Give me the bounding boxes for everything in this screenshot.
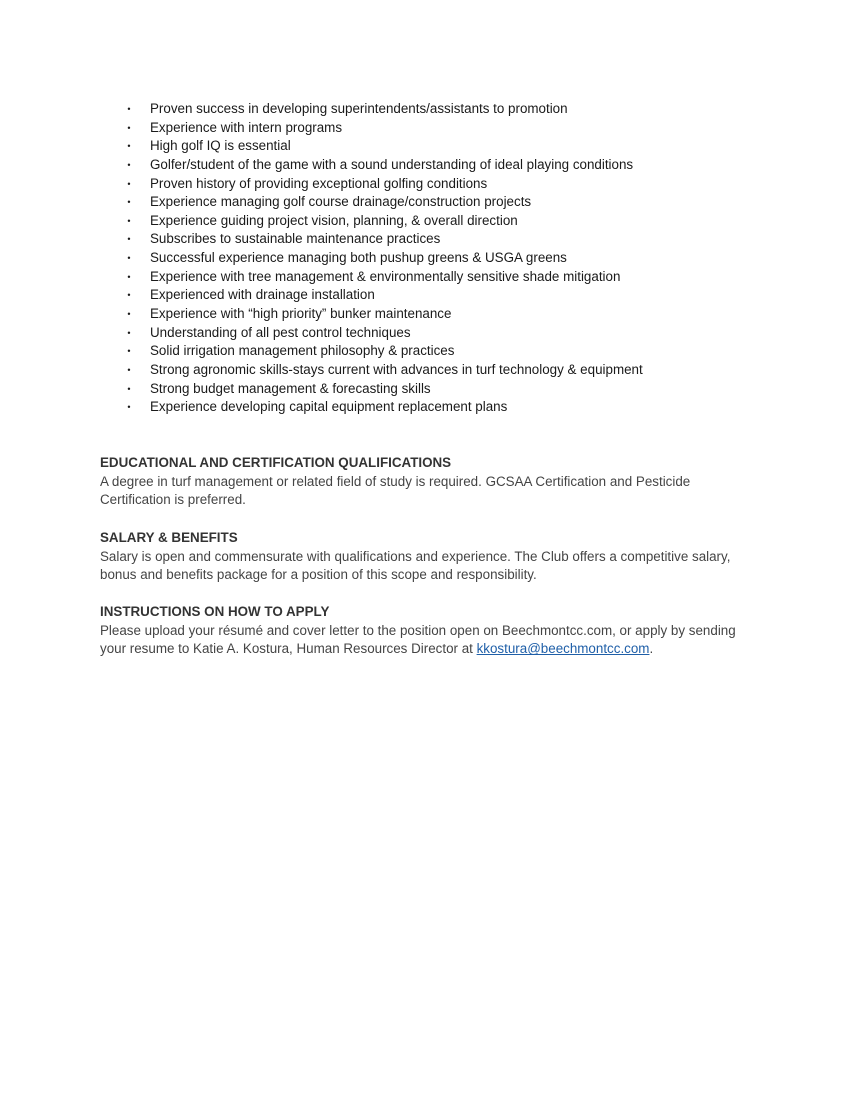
list-item-text: Understanding of all pest control techniques — [150, 324, 411, 340]
email-link[interactable]: kkostura@beechmontcc.com — [476, 641, 650, 657]
list-item-text: Proven success in developing superintendents/assistants to promotion — [150, 101, 568, 116]
list-item — [0, 398, 850, 417]
list-item — [0, 156, 850, 175]
bullet-icon: • — [127, 141, 131, 152]
education-section — [100, 454, 740, 510]
list-item — [0, 268, 850, 287]
list-item-text: Proven history of providing exceptional golfing conditions — [150, 175, 488, 191]
bullet-icon: • — [127, 327, 131, 338]
bullet-icon: • — [127, 234, 131, 245]
qualifications-list — [0, 100, 850, 417]
apply-body — [100, 622, 740, 659]
apply-body-end: . — [649, 641, 654, 657]
list-item-text: Strong agronomic skills-stays current with advances in turf technology & equipment — [150, 361, 643, 377]
list-item-text: Experience with intern programs — [150, 119, 343, 135]
list-item-text: Strong budget management & forecasting skills — [150, 380, 431, 396]
list-item-text: Experience guiding project vision, planning, & overall direction — [150, 212, 518, 228]
bullet-icon: • — [127, 309, 131, 320]
bullet-icon: • — [127, 215, 131, 226]
list-item — [0, 249, 850, 268]
bullet-icon: • — [127, 271, 131, 282]
list-item — [0, 193, 850, 212]
education-heading: EDUCATIONAL AND CERTIFICATION QUALIFICATIONS — [100, 455, 452, 470]
list-item — [0, 137, 850, 156]
list-item — [0, 100, 850, 119]
list-item-text: Subscribes to sustainable maintenance practices — [150, 231, 441, 247]
apply-body-text: Please upload your résumé and cover letter to the position open on Beechmontcc.com, or apply by sending your resume to Katie A. Kostura, Human Resources Director at — [100, 622, 736, 657]
list-item-text: Experience managing golf course drainage/construction projects — [150, 194, 532, 210]
list-item-text: Experienced with drainage installation — [150, 287, 375, 303]
salary-body: Salary is open and commensurate with qualifications and experience. The Club offers a competitive salary, bonus and benefits package for a position of this scope and responsibility. — [100, 548, 731, 583]
bullet-icon: • — [127, 290, 131, 301]
apply-heading: INSTRUCTIONS ON HOW TO APPLY — [100, 604, 330, 619]
list-item — [0, 361, 850, 380]
salary-heading: SALARY & BENEFITS — [100, 530, 238, 545]
list-item — [0, 286, 850, 305]
bullet-icon: • — [127, 197, 131, 208]
bullet-icon: • — [127, 122, 131, 133]
list-item — [0, 119, 850, 138]
list-item — [0, 342, 850, 361]
bullet-icon: • — [127, 402, 131, 413]
list-item — [0, 305, 850, 324]
bullet-icon: • — [127, 383, 131, 394]
list-item-text: Experience with tree management & environmentally sensitive shade mitigation — [150, 268, 621, 284]
list-item — [0, 212, 850, 231]
list-item — [0, 324, 850, 343]
list-item-text: Experience developing capital equipment replacement plans — [150, 399, 508, 415]
bullet-icon: • — [127, 346, 131, 357]
bullet-icon: • — [127, 104, 131, 114]
list-item-text: Golfer/student of the game with a sound understanding of ideal playing conditions — [150, 156, 634, 172]
list-item-text: Solid irrigation management philosophy & practices — [150, 343, 455, 359]
list-item-text: High golf IQ is essential — [150, 138, 291, 154]
salary-section — [100, 529, 740, 585]
bullet-icon: • — [127, 178, 131, 189]
bullet-icon: • — [127, 364, 131, 375]
list-item — [0, 175, 850, 194]
bullet-icon: • — [127, 253, 131, 264]
bullet-icon: • — [127, 159, 131, 170]
list-item-text: Experience with “high priority” bunker maintenance — [150, 306, 452, 322]
list-item — [0, 230, 850, 249]
list-item-text: Successful experience managing both pushup greens & USGA greens — [150, 250, 567, 266]
apply-section — [100, 603, 740, 659]
education-body: A degree in turf management or related field of study is required. GCSAA Certification and Pesticide Certification is preferred. — [100, 473, 691, 508]
list-item — [0, 380, 850, 399]
